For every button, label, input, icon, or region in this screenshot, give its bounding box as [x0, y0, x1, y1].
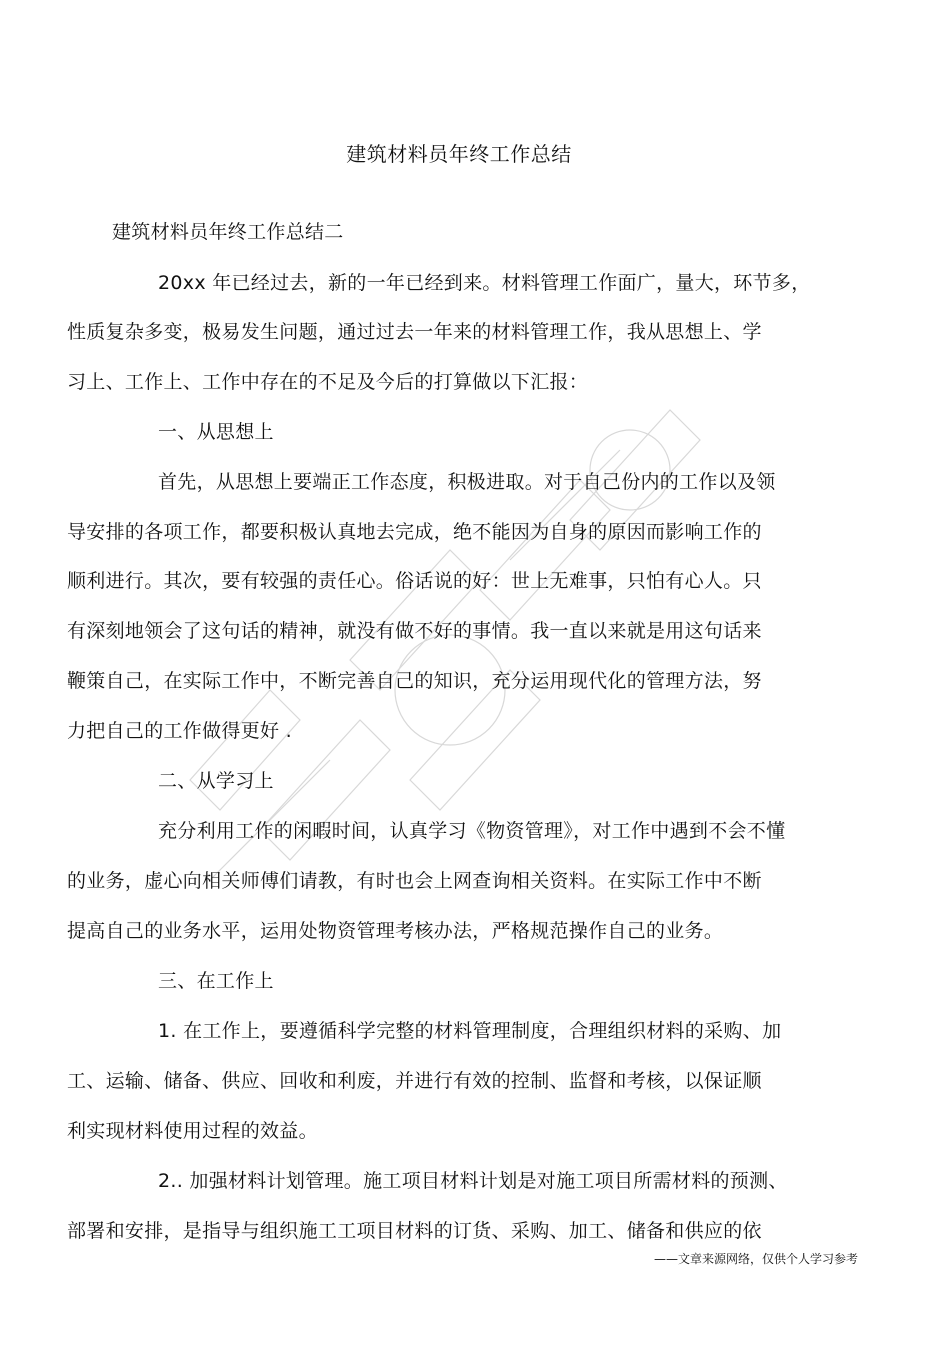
- paragraph-line: 提高自己的业务水平，运用处物资管理考核办法，严格规范操作自己的业务。: [67, 920, 724, 942]
- paragraph-line: 习上、工作上、工作中存在的不足及今后的打算做以下汇报：: [67, 371, 589, 393]
- paragraph-line: 导安排的各项工作，都要积极认真地去完成，绝不能因为自身的原因而影响工作的: [67, 521, 762, 543]
- section-heading: 二、从学习上: [158, 770, 274, 792]
- source-footer: ——文章来源网络，仅供个人学习参考: [653, 1252, 858, 1266]
- paragraph-line: 2.. 加强材料计划管理。施工项目材料计划是对施工项目所需材料的预测、: [158, 1170, 788, 1192]
- section-heading: 一、从思想上: [158, 421, 274, 443]
- paragraph-line: 工、运输、储备、供应、回收和利废，并进行有效的控制、监督和考核，以保证顺: [67, 1070, 762, 1092]
- document-subtitle: 建筑材料员年终工作总结二: [112, 221, 344, 243]
- paragraph-line: 有深刻地领会了这句话的精神，就没有做不好的事情。我一直以来就是用这句话来: [67, 620, 762, 642]
- paragraph-line: 性质复杂多变，极易发生问题，通过过去一年来的材料管理工作，我从思想上、学: [67, 321, 762, 343]
- paragraph-line: 力把自己的工作做得更好 .: [67, 720, 292, 742]
- section-heading: 三、在工作上: [158, 970, 274, 992]
- paragraph-line: 顺利进行。其次，要有较强的责任心。俗话说的好：世上无难事，只怕有心人。只: [67, 570, 762, 592]
- paragraph-line: 1. 在工作上，要遵循科学完整的材料管理制度，合理组织材料的采购、加: [158, 1020, 782, 1042]
- document-title: 建筑材料员年终工作总结: [346, 142, 572, 166]
- paragraph-line: 充分利用工作的闲暇时间，认真学习《物资管理》，对工作中遇到不会不懂: [158, 820, 786, 842]
- paragraph-line: 20xx 年已经过去，新的一年已经到来。材料管理工作面广，量大，环节多，: [158, 272, 811, 294]
- paragraph-line: 部署和安排，是指导与组织施工工项目材料的订货、采购、加工、储备和供应的依: [67, 1220, 762, 1242]
- paragraph-line: 首先，从思想上要端正工作态度，积极进取。对于自己份内的工作以及领: [158, 471, 776, 493]
- paragraph-line: 利实现材料使用过程的效益。: [67, 1120, 318, 1142]
- paragraph-line: 的业务，虚心向相关师傅们请教，有时也会上网查询相关资料。在实际工作中不断: [67, 870, 762, 892]
- paragraph-line: 鞭策自己，在实际工作中，不断完善自己的知识，充分运用现代化的管理方法，努: [67, 670, 762, 692]
